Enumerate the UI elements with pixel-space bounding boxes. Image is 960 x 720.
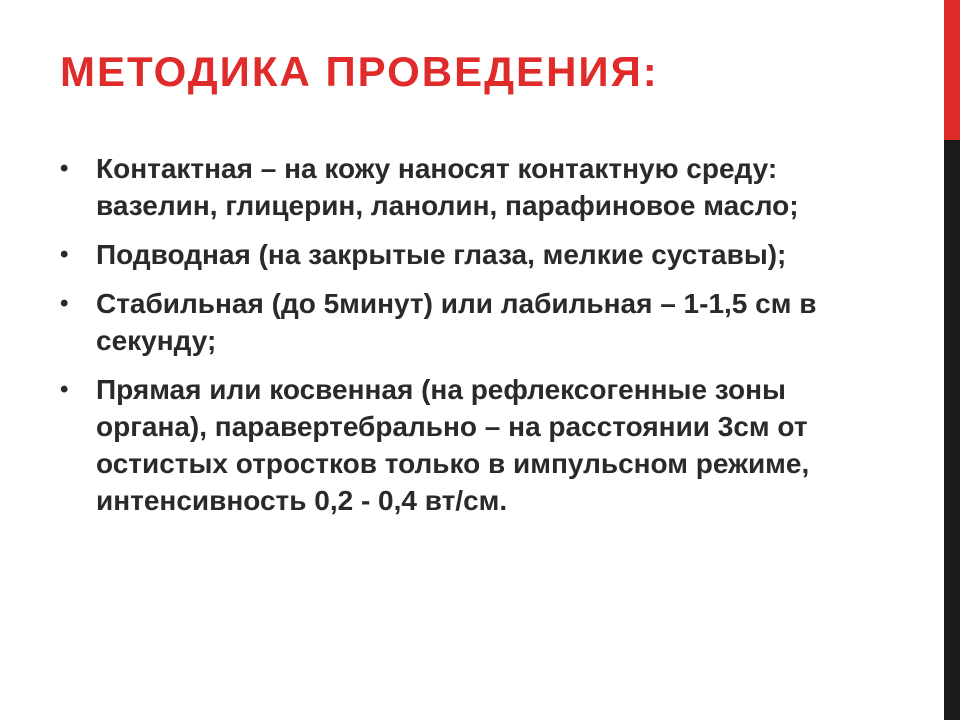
side-accent-bar-red [944, 0, 960, 140]
bullet-text: Подводная (на закрытые глаза, мелкие суставы); [96, 239, 787, 270]
bullet-dot-icon: • [60, 290, 69, 317]
bullet-dot-icon: • [60, 155, 69, 182]
bullet-list [60, 150, 880, 531]
bullet-item-underwater [60, 236, 880, 273]
bullet-item-contact [60, 150, 880, 224]
bullet-text: Прямая или косвенная (на рефлексогенные зоны органа), паравертебрально – на расстоянии 3см от остистых отростков только в импульсном режиме, интенсивность 0,2 - 0,4 вт/см. [96, 374, 810, 516]
bullet-dot-icon: • [60, 241, 69, 268]
bullet-text: Контактная – на кожу наносят контактную среду: вазелин, глицерин, ланолин, парафиновое масло; [96, 153, 799, 221]
side-accent-bar-dark [944, 140, 960, 720]
bullet-item-stable-labile [60, 285, 880, 359]
slide-title: МЕТОДИКА ПРОВЕДЕНИЯ: [60, 48, 659, 95]
bullet-text: Стабильная (до 5минут) или лабильная – 1-1,5 см в секунду; [96, 288, 817, 356]
bullet-item-direct-indirect [60, 371, 880, 519]
bullet-dot-icon: • [60, 376, 69, 403]
